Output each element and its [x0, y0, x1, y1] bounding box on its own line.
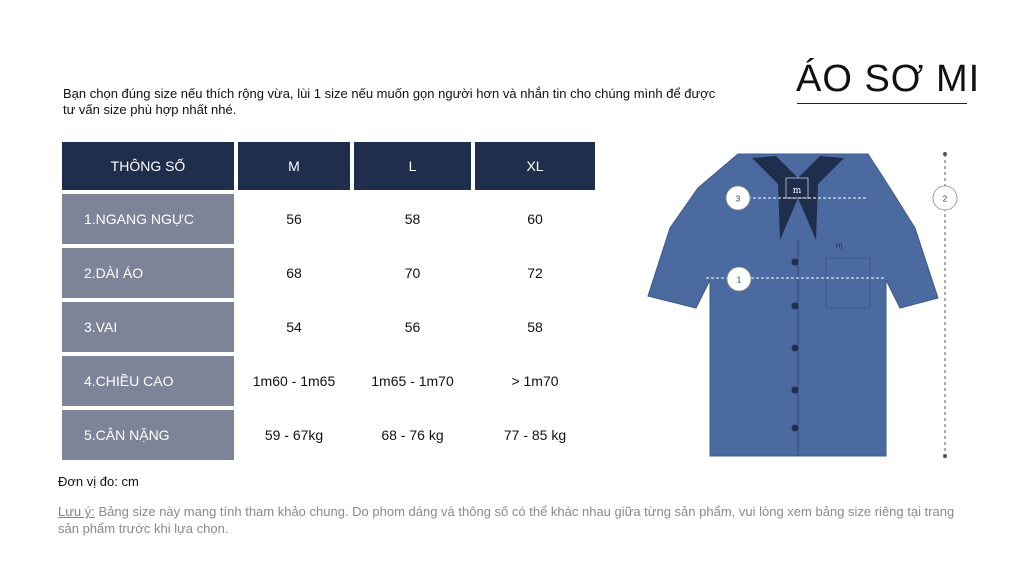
table-cell: 59 - 67kg	[238, 410, 350, 460]
length-bottom-dot	[943, 454, 947, 458]
button-icon	[792, 425, 799, 432]
length-top-dot	[943, 152, 947, 156]
unit-note: Đơn vị đo: cm	[58, 474, 139, 489]
shirt-measurement-diagram	[640, 148, 960, 468]
row-label: 2.DÀI ÁO	[62, 248, 234, 298]
table-cell: 68	[238, 248, 350, 298]
header-spec: THÔNG SỐ	[62, 142, 234, 190]
button-icon	[792, 345, 799, 352]
page-title: ÁO SƠ MI	[796, 58, 981, 100]
table-cell: 58	[354, 194, 471, 244]
table-row	[62, 302, 595, 352]
table-cell: 56	[238, 194, 350, 244]
disclaimer-note	[58, 503, 968, 537]
table-cell: 54	[238, 302, 350, 352]
row-label: 4.CHIỀU CAO	[62, 356, 234, 406]
table-cell: 56	[354, 302, 471, 352]
row-label: 3.VAI	[62, 302, 234, 352]
row-label: 5.CÂN NẶNG	[62, 410, 234, 460]
button-icon	[792, 387, 799, 394]
header-size-m: M	[238, 142, 350, 190]
table-cell: 60	[475, 194, 595, 244]
pocket-logo-icon: ɱ	[836, 241, 843, 250]
button-icon	[792, 303, 799, 310]
table-row	[62, 410, 595, 460]
size-table	[58, 138, 599, 464]
table-cell: 1m60 - 1m65	[238, 356, 350, 406]
table-cell: 77 - 85 kg	[475, 410, 595, 460]
table-row	[62, 248, 595, 298]
table-cell: 1m65 - 1m70	[354, 356, 471, 406]
header-size-l: L	[354, 142, 471, 190]
table-cell: 70	[354, 248, 471, 298]
size-table-header	[62, 142, 595, 190]
title-underline	[797, 103, 967, 104]
button-icon	[792, 259, 799, 266]
table-row	[62, 194, 595, 244]
table-cell: > 1m70	[475, 356, 595, 406]
brand-logo-icon: m	[792, 186, 802, 196]
note-text: Bảng size này mang tính tham khảo chung. Do phom dáng và thông số có thể khác nhau giữa từng sản phẩm, vui lòng xem bảng size riêng tại trang sản phẩm trước khi lựa chọn.	[58, 504, 955, 536]
note-lead: Lưu ý:	[58, 504, 95, 519]
table-cell: 72	[475, 248, 595, 298]
marker-1-label: 1	[736, 275, 742, 285]
row-label: 1.NGANG NGỰC	[62, 194, 234, 244]
marker-2-label: 2	[942, 194, 948, 204]
header-size-xl: XL	[475, 142, 595, 190]
table-row	[62, 356, 595, 406]
marker-3-label: 3	[735, 194, 741, 204]
intro-text: Bạn chọn đúng size nếu thích rộng vừa, lùi 1 size nếu muốn gọn người hơn và nhắn tin cho chúng mình để được tư vấn size phù hợp nhất nhé.	[63, 86, 716, 117]
table-cell: 68 - 76 kg	[354, 410, 471, 460]
table-cell: 58	[475, 302, 595, 352]
